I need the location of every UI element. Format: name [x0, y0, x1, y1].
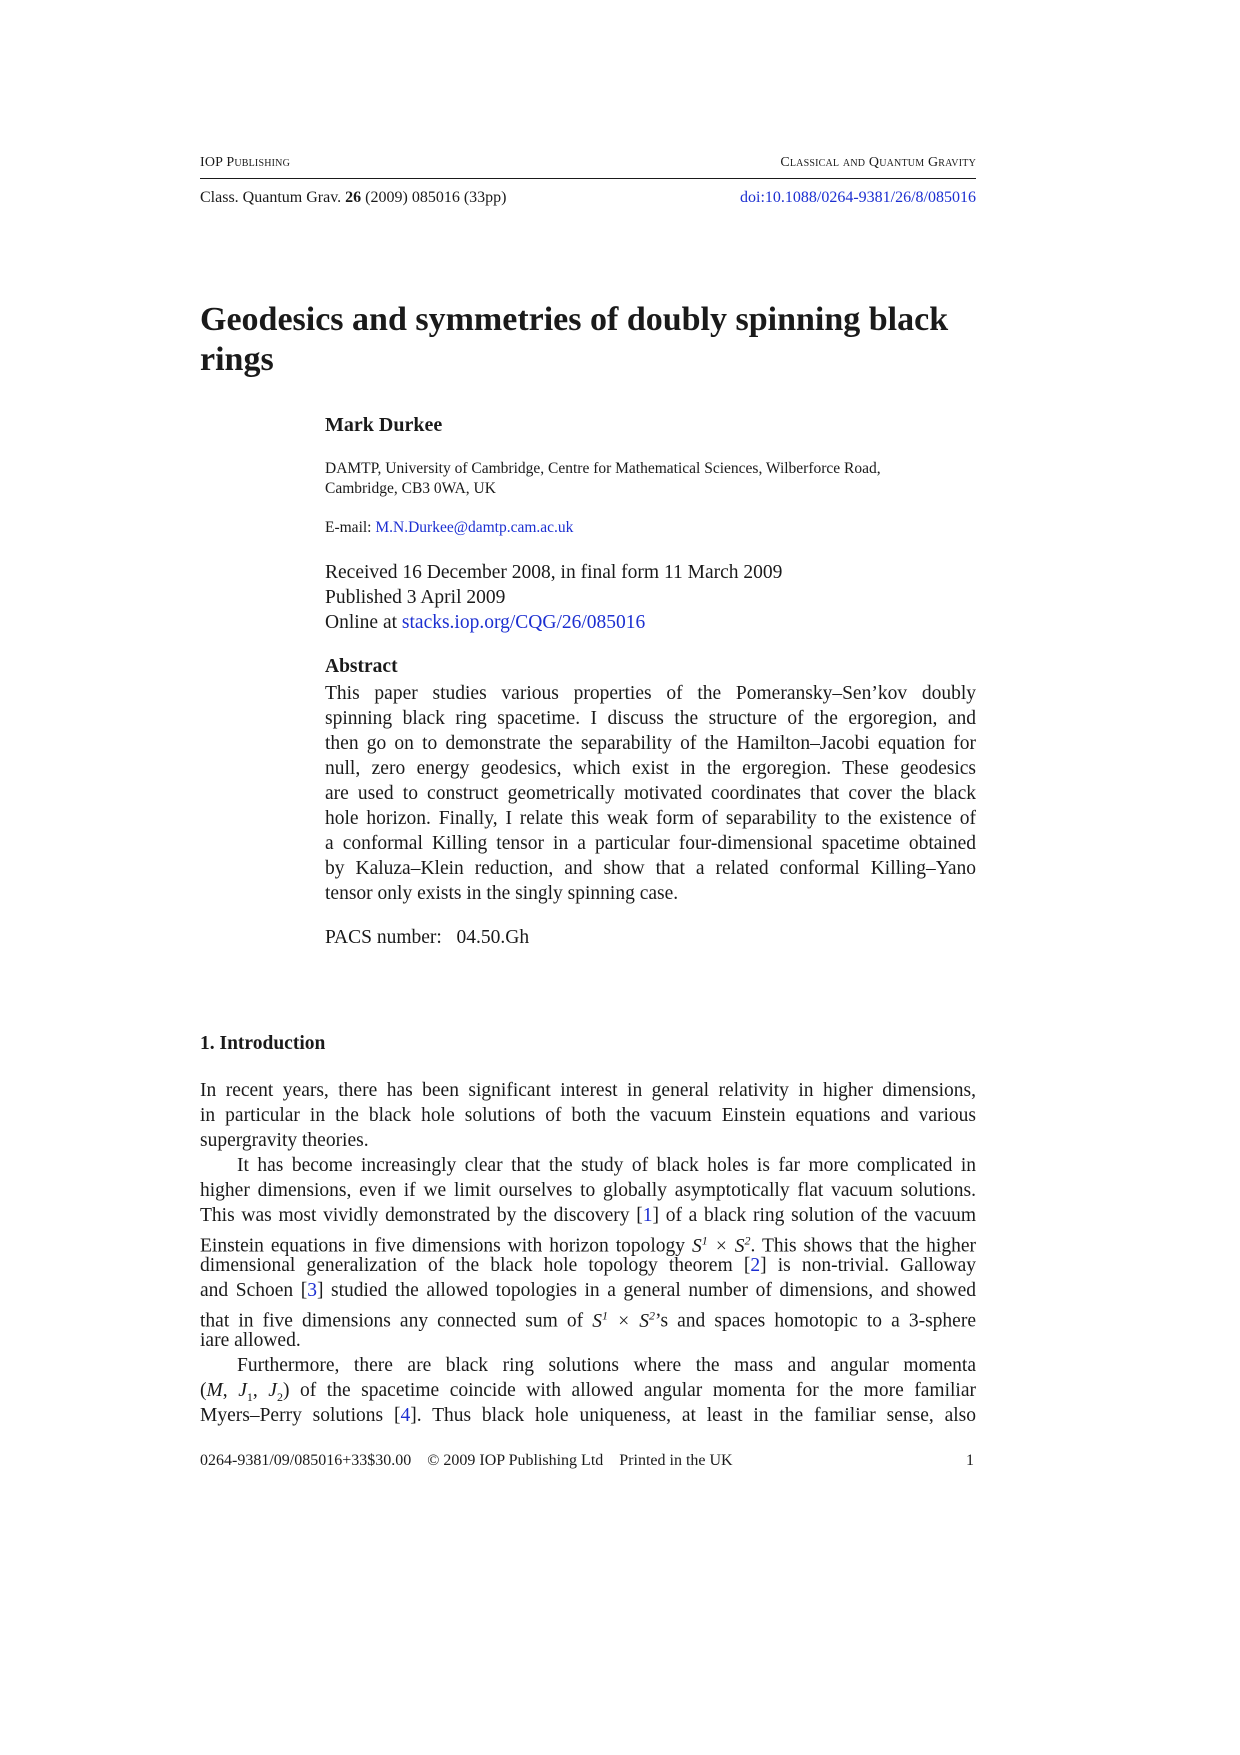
- citation-volume: 26: [345, 189, 362, 206]
- abstract-line: tensor only exists in the singly spinning case.: [325, 883, 679, 904]
- online-link[interactable]: stacks.iop.org/CQG/26/085016: [401, 612, 646, 633]
- citation-prefix: Class. Quantum Grav.: [200, 189, 342, 206]
- pacs-value: 04.50.Gh: [456, 927, 530, 948]
- intro-line: and Schoen [3] studied the allowed topologies in a general number of dimensions, and showed: [200, 1280, 976, 1301]
- intro-line: Einstein equations in five dimensions with horizon topology $S^1 \times S^2$. This shows that the higher: [200, 1233, 976, 1257]
- abstract-line: then go on to demonstrate the separability of the Hamilton–Jacobi equation for: [325, 733, 976, 754]
- intro-line: In recent years, there has been significant interest in general relativity in higher dimensions,: [200, 1080, 976, 1101]
- math-topology: $S^1 \times S^2$: [691, 1233, 751, 1257]
- paper-title: Geodesics and symmetries of doubly spinning black rings: [200, 301, 949, 378]
- introduction-body: [200, 1078, 976, 1428]
- journal-name: Classical and Quantum Gravity: [780, 155, 976, 170]
- intro-line: higher dimensions, even if we limit ourselves to globally asymptotically flat vacuum solutions.: [200, 1180, 976, 1201]
- publisher-name: IOP Publishing: [200, 155, 291, 170]
- abstract-line: a conformal Killing tensor in a particular four-dimensional spacetime obtained: [325, 833, 976, 854]
- online-label: Online at: [325, 612, 398, 633]
- header-rule: [200, 178, 976, 179]
- intro-line: supergravity theories.: [200, 1130, 369, 1151]
- reference-link[interactable]: 1: [642, 1205, 653, 1226]
- abstract-line: hole horizon. Finally, I relate this weak form of separability to the existence of: [325, 808, 976, 829]
- copyright: © 2009 IOP Publishing Ltd: [427, 1452, 604, 1469]
- intro-line: (M, $J_1$, $J_2$) of the spacetime coincide with allowed angular momenta for the more familiar: [200, 1380, 977, 1404]
- author-email: [325, 519, 573, 537]
- email-link[interactable]: M.N.Durkee@damtp.cam.ac.uk: [375, 519, 574, 536]
- reference-link[interactable]: 4: [400, 1405, 411, 1426]
- issn-price: 0264-9381/09/085016+33$30.00: [200, 1452, 412, 1469]
- math-connected-sum: $S^1 \times S^2$: [592, 1308, 656, 1332]
- page-number: 1: [966, 1452, 974, 1469]
- intro-line: that in five dimensions any connected sum of $S^1$ × $S^2’s$ and spaces homotopic to a 3-sphere: [200, 1308, 976, 1332]
- abstract-body: [325, 681, 976, 906]
- pacs-number: [325, 927, 529, 949]
- pacs-label: PACS number:: [325, 927, 442, 948]
- intro-line: It has become increasingly clear that the study of black holes is far more complicated in: [237, 1155, 976, 1176]
- author-affiliation: DAMTP, University of Cambridge, Centre for Mathematical Sciences, Wilberforce Road, Cambridge, CB3 0WA, UK: [325, 460, 881, 497]
- email-label: E-mail:: [325, 519, 372, 536]
- intro-line: Furthermore, there are black ring solutions where the mass and angular momenta: [237, 1355, 976, 1376]
- intro-line: in particular in the black hole solutions of both the vacuum Einstein equations and various: [200, 1105, 976, 1126]
- abstract-heading: Abstract: [325, 656, 398, 677]
- citation-suffix: (2009) 085016 (33pp): [365, 189, 507, 206]
- received-date: Received 16 December 2008, in final form 11 March 2009: [325, 562, 783, 583]
- footer-info: [200, 1452, 733, 1470]
- intro-line: Myers–Perry solutions [4]. Thus black hole uniqueness, at least in the familiar sense, also: [200, 1405, 976, 1426]
- reference-link[interactable]: 2: [750, 1255, 761, 1276]
- published-date: Published 3 April 2009: [325, 587, 506, 608]
- intro-line: iare allowed.: [200, 1330, 301, 1351]
- abstract-line: by Kaluza–Klein reduction, and show that a related conformal Killing–Yano: [325, 858, 976, 879]
- journal-citation: [200, 189, 506, 207]
- intro-line: dimensional generalization of the black hole topology theorem [2] is non-trivial. Galloway: [200, 1255, 976, 1276]
- printed-in: Printed in the UK: [619, 1452, 733, 1469]
- online-line: [325, 610, 782, 635]
- abstract-line: are used to construct geometrically motivated coordinates that cover the black: [325, 783, 976, 804]
- abstract-line: null, zero energy geodesics, which exist in the ergoregion. These geodesics: [325, 758, 976, 779]
- intro-line: This was most vividly demonstrated by the discovery [1] of a black ring solution of the vacuum: [200, 1205, 976, 1226]
- doi-link[interactable]: doi:10.1088/0264-9381/26/8/085016: [740, 189, 976, 206]
- abstract-line: spinning black ring spacetime. I discuss the structure of the ergoregion, and: [325, 708, 976, 729]
- math-momenta: M: [206, 1380, 223, 1401]
- abstract-line: This paper studies various properties of the Pomeransky–Sen’kov doubly: [325, 683, 976, 704]
- author-name: Mark Durkee: [325, 414, 443, 436]
- section-heading: 1. Introduction: [200, 1033, 326, 1054]
- publication-dates: [325, 560, 782, 635]
- reference-link[interactable]: 3: [307, 1280, 317, 1301]
